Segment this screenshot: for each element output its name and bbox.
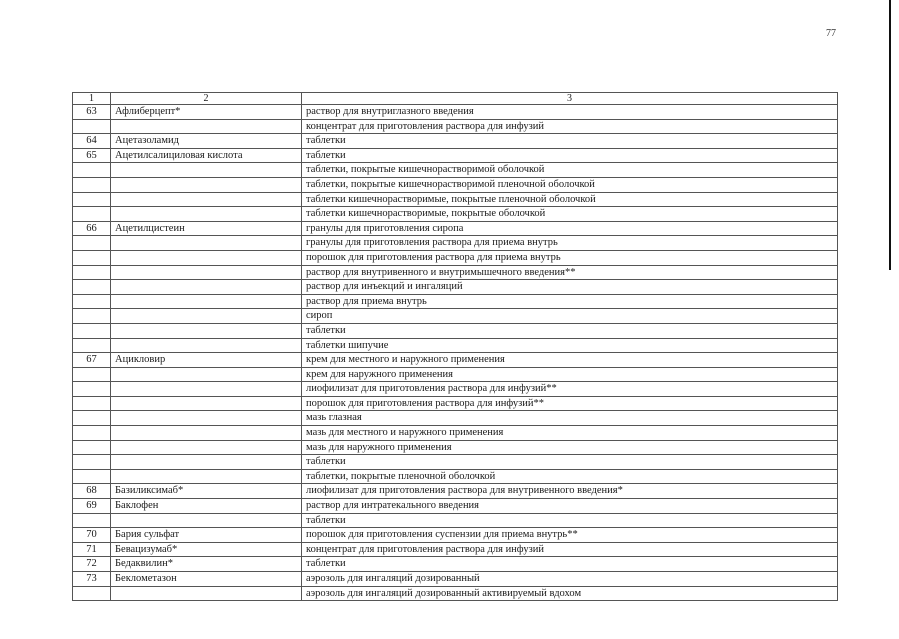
- table-row: [73, 513, 838, 528]
- drug-number-cell: 68: [73, 484, 111, 499]
- drug-name-cell: [111, 207, 302, 222]
- dosage-form-cell: таблетки кишечнорастворимые, покрытые пленочной оболочкой: [302, 192, 838, 207]
- table-row: [73, 207, 838, 222]
- drug-number-cell: [73, 294, 111, 309]
- header-col-2: 2: [111, 93, 302, 105]
- dosage-form-cell: порошок для приготовления суспензии для приема внутрь**: [302, 528, 838, 543]
- drug-number-cell: [73, 367, 111, 382]
- dosage-form-cell: мазь для наружного применения: [302, 440, 838, 455]
- drug-name-cell: Ацетазоламид: [111, 134, 302, 149]
- table-row: [73, 163, 838, 178]
- dosage-form-cell: таблетки: [302, 323, 838, 338]
- dosage-form-cell: таблетки, покрытые кишечнорастворимой пленочной оболочкой: [302, 177, 838, 192]
- drug-name-cell: [111, 236, 302, 251]
- drug-name-cell: [111, 367, 302, 382]
- dosage-form-cell: мазь для местного и наружного применения: [302, 426, 838, 441]
- dosage-form-cell: гранулы для приготовления сиропа: [302, 221, 838, 236]
- drug-number-cell: [73, 163, 111, 178]
- table-row: [73, 148, 838, 163]
- drug-name-cell: Бевацизумаб*: [111, 542, 302, 557]
- drug-name-cell: [111, 177, 302, 192]
- drug-number-cell: [73, 338, 111, 353]
- table-row: [73, 294, 838, 309]
- drug-name-cell: [111, 513, 302, 528]
- drug-name-cell: Ацетилсалициловая кислота: [111, 148, 302, 163]
- dosage-form-cell: таблетки: [302, 148, 838, 163]
- drug-number-cell: [73, 177, 111, 192]
- drug-number-cell: [73, 586, 111, 601]
- table-row: [73, 192, 838, 207]
- drug-number-cell: [73, 265, 111, 280]
- drug-name-cell: [111, 280, 302, 295]
- table-row: [73, 119, 838, 134]
- drug-number-cell: [73, 455, 111, 470]
- dosage-form-cell: таблетки: [302, 134, 838, 149]
- dosage-form-cell: таблетки, покрытые пленочной оболочкой: [302, 469, 838, 484]
- drug-name-cell: Афлиберцепт*: [111, 105, 302, 120]
- drug-name-cell: [111, 586, 302, 601]
- drug-number-cell: [73, 411, 111, 426]
- drug-number-cell: 69: [73, 499, 111, 514]
- drug-number-cell: [73, 280, 111, 295]
- drug-name-cell: Баклофен: [111, 499, 302, 514]
- drug-name-cell: [111, 382, 302, 397]
- drug-number-cell: [73, 513, 111, 528]
- header-col-1: 1: [73, 93, 111, 105]
- table-row: [73, 177, 838, 192]
- table-row: [73, 469, 838, 484]
- dosage-form-cell: раствор для внутривенного и внутримышечного введения**: [302, 265, 838, 280]
- drug-name-cell: [111, 119, 302, 134]
- dosage-form-cell: таблетки: [302, 455, 838, 470]
- drug-name-cell: [111, 440, 302, 455]
- table-row: [73, 353, 838, 368]
- table-row: [73, 499, 838, 514]
- drug-name-cell: [111, 455, 302, 470]
- drug-number-cell: 63: [73, 105, 111, 120]
- table-row: [73, 484, 838, 499]
- drug-number-cell: [73, 440, 111, 455]
- drug-number-cell: 64: [73, 134, 111, 149]
- page-number: 77: [826, 28, 836, 39]
- table-header-row: [73, 93, 838, 105]
- dosage-form-cell: раствор для интратекального введения: [302, 499, 838, 514]
- dosage-form-cell: аэрозоль для ингаляций дозированный: [302, 572, 838, 587]
- drug-name-cell: [111, 469, 302, 484]
- table-row: [73, 265, 838, 280]
- drug-name-cell: [111, 338, 302, 353]
- drug-name-cell: Ацикловир: [111, 353, 302, 368]
- table-row: [73, 338, 838, 353]
- drug-number-cell: [73, 207, 111, 222]
- drug-number-cell: [73, 426, 111, 441]
- table-row: [73, 396, 838, 411]
- drug-name-cell: Беклометазон: [111, 572, 302, 587]
- table-row: [73, 528, 838, 543]
- drug-number-cell: 67: [73, 353, 111, 368]
- dosage-form-cell: лиофилизат для приготовления раствора для внутривенного введения*: [302, 484, 838, 499]
- drug-number-cell: [73, 192, 111, 207]
- dosage-form-cell: таблетки: [302, 513, 838, 528]
- drug-number-cell: [73, 469, 111, 484]
- table-row: [73, 586, 838, 601]
- dosage-form-cell: крем для наружного применения: [302, 367, 838, 382]
- drug-number-cell: 66: [73, 221, 111, 236]
- drug-number-cell: 65: [73, 148, 111, 163]
- table-row: [73, 236, 838, 251]
- dosage-form-cell: таблетки шипучие: [302, 338, 838, 353]
- drug-number-cell: [73, 396, 111, 411]
- drug-number-cell: [73, 309, 111, 324]
- header-col-3: 3: [302, 93, 838, 105]
- dosage-form-cell: раствор для инъекций и ингаляций: [302, 280, 838, 295]
- table-row: [73, 280, 838, 295]
- drug-name-cell: [111, 163, 302, 178]
- table-row: [73, 221, 838, 236]
- drug-name-cell: [111, 309, 302, 324]
- dosage-form-cell: раствор для внутриглазного введения: [302, 105, 838, 120]
- table-row: [73, 572, 838, 587]
- table-row: [73, 309, 838, 324]
- drug-name-cell: Ацетилцистеин: [111, 221, 302, 236]
- drug-name-cell: [111, 265, 302, 280]
- dosage-form-cell: таблетки: [302, 557, 838, 572]
- table-row: [73, 542, 838, 557]
- drug-name-cell: Базиликсимаб*: [111, 484, 302, 499]
- table-row: [73, 440, 838, 455]
- table-row: [73, 455, 838, 470]
- drug-number-cell: [73, 119, 111, 134]
- table-row: [73, 105, 838, 120]
- table-row: [73, 426, 838, 441]
- dosage-form-cell: сироп: [302, 309, 838, 324]
- dosage-form-cell: мазь глазная: [302, 411, 838, 426]
- table-row: [73, 323, 838, 338]
- dosage-form-cell: гранулы для приготовления раствора для приема внутрь: [302, 236, 838, 251]
- table-row: [73, 367, 838, 382]
- table-row: [73, 250, 838, 265]
- drug-name-cell: [111, 294, 302, 309]
- drug-name-cell: [111, 323, 302, 338]
- drug-number-cell: [73, 323, 111, 338]
- dosage-form-cell: лиофилизат для приготовления раствора для инфузий**: [302, 382, 838, 397]
- drug-name-cell: [111, 411, 302, 426]
- dosage-form-cell: концентрат для приготовления раствора для инфузий: [302, 119, 838, 134]
- scan-edge-bar: [889, 0, 891, 270]
- drug-number-cell: 70: [73, 528, 111, 543]
- dosage-form-cell: концентрат для приготовления раствора для инфузий: [302, 542, 838, 557]
- table-body: [73, 93, 838, 601]
- drug-name-cell: [111, 396, 302, 411]
- drug-name-cell: Бария сульфат: [111, 528, 302, 543]
- drug-number-cell: [73, 382, 111, 397]
- dosage-form-cell: порошок для приготовления раствора для приема внутрь: [302, 250, 838, 265]
- dosage-form-cell: аэрозоль для ингаляций дозированный активируемый вдохом: [302, 586, 838, 601]
- drug-number-cell: 72: [73, 557, 111, 572]
- table-row: [73, 411, 838, 426]
- drug-name-cell: [111, 250, 302, 265]
- drug-name-cell: [111, 192, 302, 207]
- dosage-form-cell: крем для местного и наружного применения: [302, 353, 838, 368]
- dosage-form-cell: таблетки, покрытые кишечнорастворимой оболочкой: [302, 163, 838, 178]
- dosage-form-cell: порошок для приготовления раствора для инфузий**: [302, 396, 838, 411]
- table-row: [73, 134, 838, 149]
- table-row: [73, 557, 838, 572]
- table-row: [73, 382, 838, 397]
- dosage-form-cell: таблетки кишечнорастворимые, покрытые оболочкой: [302, 207, 838, 222]
- drug-table: [72, 92, 838, 601]
- drug-name-cell: [111, 426, 302, 441]
- dosage-form-cell: раствор для приема внутрь: [302, 294, 838, 309]
- drug-number-cell: 73: [73, 572, 111, 587]
- drug-name-cell: Бедаквилин*: [111, 557, 302, 572]
- drug-number-cell: [73, 250, 111, 265]
- drug-number-cell: 71: [73, 542, 111, 557]
- drug-number-cell: [73, 236, 111, 251]
